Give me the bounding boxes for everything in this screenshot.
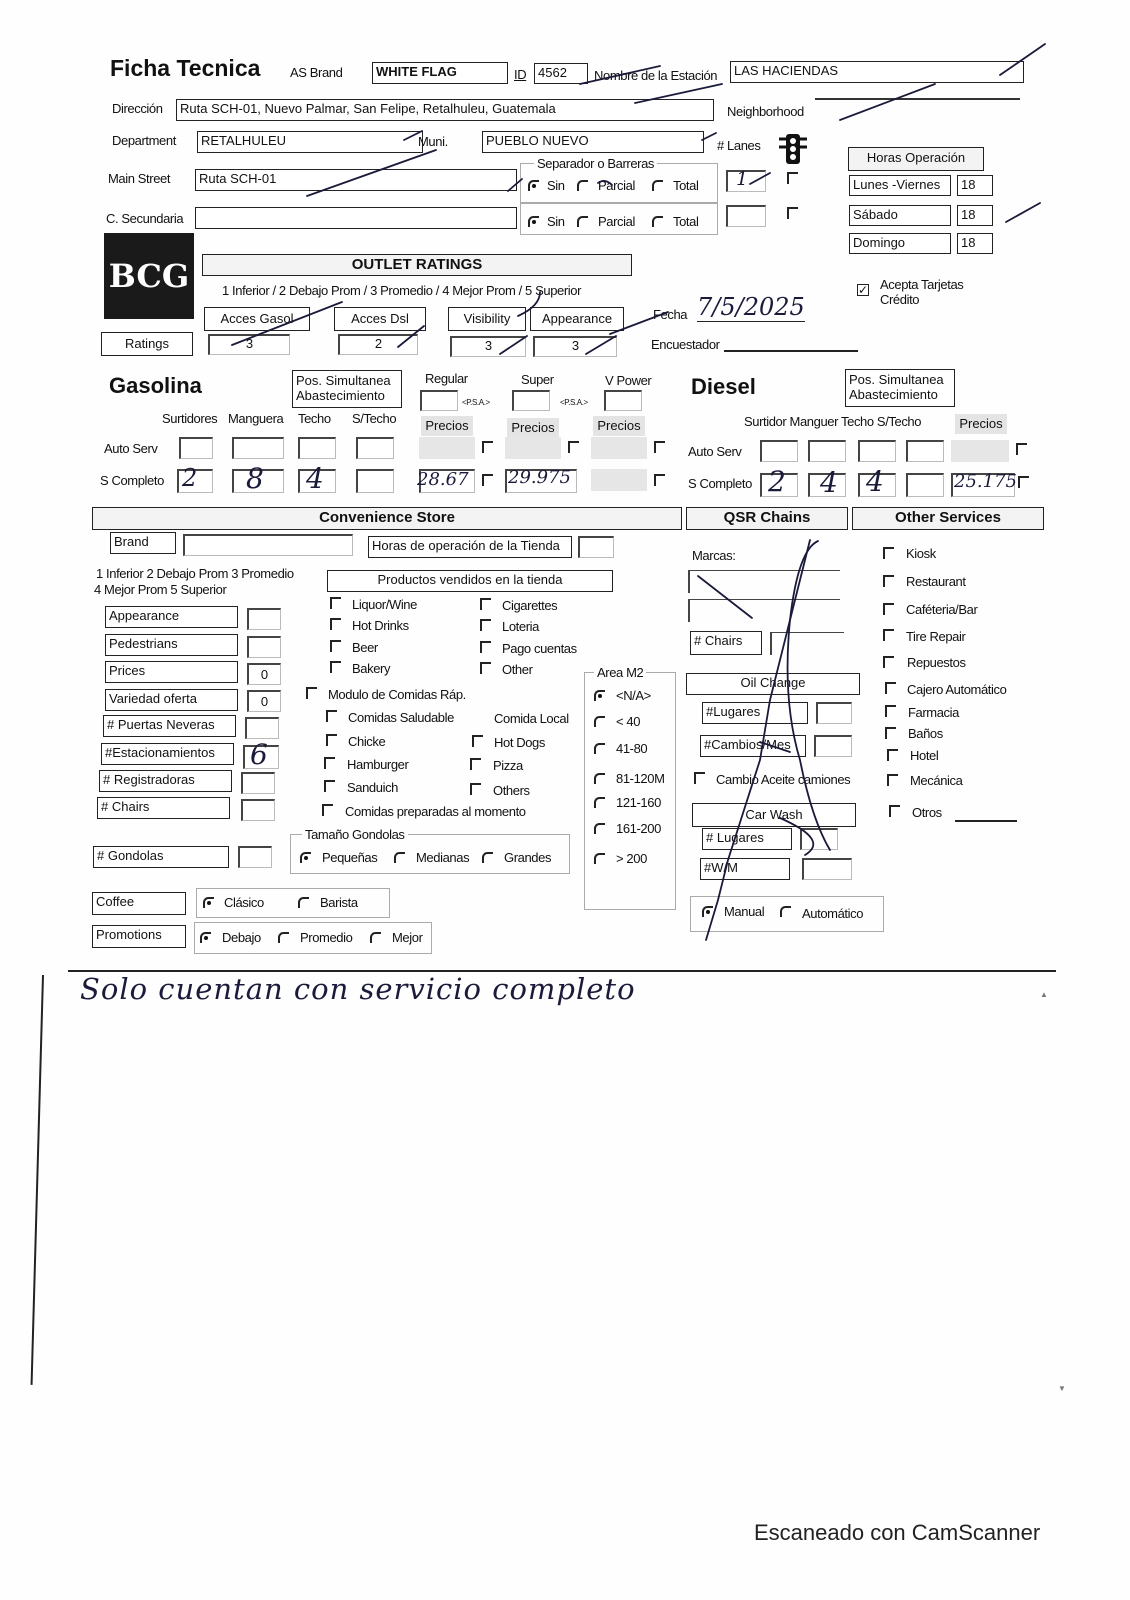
diesel-full-price-value: 25.175 [954,471,1017,492]
oil-change-title: Oil Change [686,673,860,695]
area-gt200-label: > 200 [616,851,647,866]
metric-parking-label: #Estacionamientos [101,743,234,765]
metric-parking-value: 6 [250,738,268,771]
sep-main-sin-label: Sin [547,178,565,193]
product-loteria-label: Loteria [502,619,539,634]
vpower-prices-header: Precios [593,416,645,436]
gas-auto-regular-price[interactable] [419,437,475,459]
scroll-down-icon[interactable]: ▼ [1058,1384,1066,1393]
service-atm-label: Cajero Automático [907,682,1007,697]
carwash-places-field[interactable] [800,828,838,850]
product-bakery-label: Bakery [352,661,391,676]
service-hotel-label: Hotel [910,748,939,763]
store-brand-label: Brand [110,532,176,554]
scroll-up-icon[interactable]: ▲ [1040,990,1048,999]
sunday-hours-field[interactable]: 18 [957,233,993,254]
credit-label: Crédito [880,292,920,307]
acces-dsl-rating[interactable]: 2 [338,334,418,355]
gas-pos-line1: Pos. Simultanea [296,373,391,388]
coffee-barista-label: Barista [320,895,358,910]
product-loteria-check[interactable] [480,619,491,631]
food-hotdogs-label: Hot Dogs [494,735,545,750]
department-field[interactable]: RETALHULEU [197,131,423,153]
outlet-ratings-title: OUTLET RATINGS [202,254,632,276]
promo-below-radio[interactable] [200,932,211,943]
camscanner-watermark: Escaneado con CamScanner [754,1520,1041,1545]
product-cigarettes-label: Cigarettes [502,598,558,613]
store-hours-field[interactable] [578,536,614,558]
area-121-160-radio[interactable] [594,797,605,808]
metric-appearance-label: Appearance [105,606,238,628]
metric-prices-field[interactable]: 0 [247,663,281,685]
service-kiosk-check[interactable] [883,547,894,559]
service-spare-parts-label: Repuestos [907,655,966,670]
secondary-street-field[interactable] [195,207,517,229]
address-field[interactable]: Ruta SCH-01, Nuevo Palmar, San Felipe, Retalhuleu, Guatemala [176,99,714,121]
gondola-large-radio[interactable] [482,852,493,863]
psa-label-2: <P.S.A.> [560,398,588,407]
metric-fridge-doors-label: # Puertas Neveras [103,715,236,737]
sep-sec-sin-label: Sin [547,214,565,229]
promotions-label: Promotions [92,925,186,948]
diesel-title: Diesel [691,374,756,399]
sep-sec-sin-radio[interactable] [528,216,539,227]
diesel-full-serv-label: S Completo [688,476,752,491]
saturday-hours-field[interactable]: 18 [957,205,993,226]
department-label: Department [112,133,176,148]
appearance-label: Appearance [530,307,624,331]
service-others-field[interactable] [955,820,1017,822]
address-label: Dirección [112,101,163,116]
wash-automatic-radio[interactable] [780,906,791,917]
visibility-rating[interactable]: 3 [450,336,526,357]
qsr-brands-label: Marcas: [692,548,736,563]
sep-main-parcial-radio[interactable] [577,180,588,191]
sep-main-parcial-label: Parcial [598,178,635,193]
area-gt200-radio[interactable] [594,853,605,864]
food-pizza-check[interactable] [470,758,481,770]
gas-auto-serv-label: Auto Serv [104,441,158,456]
service-tire-repair-check[interactable] [883,629,894,641]
product-beer-check[interactable] [330,640,341,652]
separator-label: Separador o Barreras [534,156,657,171]
food-pizza-label: Pizza [493,758,523,773]
promo-average-radio[interactable] [278,932,289,943]
metric-variety-label: Variedad oferta [105,689,238,711]
product-bakery-check[interactable] [330,661,341,673]
surveyor-label: Encuestador [651,337,720,352]
store-brand-field[interactable] [183,534,353,556]
notes-left-border [31,975,44,1385]
qsr-brand-field-1[interactable] [688,570,840,593]
food-sandwich-check[interactable] [324,780,335,792]
food-hamburger-check[interactable] [324,757,335,769]
convenience-store-title: Convenience Store [92,507,682,530]
service-restrooms-label: Baños [908,726,943,741]
lanes-secondary-checkbox[interactable] [787,207,798,219]
sep-sec-parcial-label: Parcial [598,214,635,229]
gas-auto-vpower-check[interactable] [654,441,665,453]
diesel-full-manguera-value: 4 [820,466,838,499]
gas-full-manguera-value: 8 [246,462,264,495]
super-prices-header: Precios [507,418,559,438]
diesel-auto-stecho[interactable] [906,440,944,462]
diesel-columns: Surtidor Manguer Techo S/Techo [744,414,922,429]
brand-label: AS Brand [290,65,343,80]
diesel-full-techo-value: 4 [866,465,884,498]
food-others-check[interactable] [470,783,481,795]
coffee-classic-radio[interactable] [203,897,214,908]
regular-psa-field[interactable] [420,390,458,411]
gas-pos-line2: Abastecimiento [296,388,385,403]
healthy-food-label: Comidas Saludable [348,710,454,725]
product-bill-pay-label: Pago cuentas [502,641,577,656]
psa-label-1: <P.S.A.> [462,398,490,407]
acces-gasol-label: Acces Gasol [204,307,310,331]
acces-gasol-rating[interactable]: 3 [208,334,290,355]
station-name-label: Nombre de la Estación [594,68,718,83]
service-pharmacy-label: Farmacia [908,705,959,720]
food-sandwich-label: Sanduich [347,780,399,795]
traffic-light-icon [778,133,808,165]
service-others-label: Otros [912,805,942,820]
gas-auto-regular-check[interactable] [482,441,493,453]
gas-simultaneous-pos-label [292,370,402,408]
service-others-check[interactable] [889,805,900,817]
oil-places-field[interactable] [816,702,852,724]
sep-sec-total-radio[interactable] [652,216,663,227]
local-food-label: Comida Local [494,711,569,726]
diesel-full-check[interactable] [1018,476,1029,488]
diesel-simultaneous-pos-label [845,369,955,407]
area-41-80-radio[interactable] [594,743,605,754]
date-value[interactable]: 7/5/2025 [697,293,805,321]
accepts-cards-label: Acepta Tarjetas [880,277,964,292]
oil-places-label: #Lugares [702,702,808,724]
healthy-food-check[interactable] [326,710,337,722]
ratings-row-label: Ratings [101,332,193,356]
product-hot-drinks-label: Hot Drinks [352,618,409,633]
muni-label: Muni. [418,134,448,149]
service-mechanic-label: Mecánica [910,773,963,788]
neighborhood-field[interactable] [815,98,1020,100]
qsr-chairs-label: # Chairs [690,631,762,655]
gas-auto-manguera[interactable] [232,437,284,459]
metric-appearance-field[interactable] [247,608,281,630]
hours-title: Horas Operación [848,147,984,171]
service-kiosk-label: Kiosk [906,546,936,561]
carwash-wm-field[interactable] [802,858,852,880]
weekdays-hours-field[interactable]: 18 [957,175,993,196]
super-psa-field[interactable] [512,390,550,411]
area-label: Area M2 [594,665,646,680]
product-cigarettes-check[interactable] [480,598,491,610]
lanes-label: # Lanes [717,138,761,153]
gas-full-stecho[interactable] [356,469,394,493]
diesel-auto-surtidor[interactable] [760,440,798,462]
service-spare-parts-check[interactable] [883,656,894,668]
area-161-200-label: 161-200 [616,821,661,836]
gondolas-label: # Gondolas [93,846,229,868]
product-liquor-check[interactable] [330,597,341,609]
gas-full-surtidores-value: 2 [182,464,198,492]
gas-full-vpower-check[interactable] [654,474,665,486]
metric-variety-field[interactable]: 0 [247,690,281,712]
notes-text[interactable]: Solo cuentan con servicio completo [80,972,636,1006]
truck-oil-change-check[interactable] [694,772,705,784]
metric-pedestrians-field[interactable] [247,636,281,658]
surveyor-field[interactable] [724,350,858,352]
coffee-classic-label: Clásico [224,895,264,910]
id-label: ID [514,67,527,82]
promo-better-radio[interactable] [370,932,381,943]
diesel-full-surtidor-value: 2 [768,465,786,498]
id-field[interactable]: 4562 [534,63,588,84]
fuel-regular-label: Regular [425,371,468,386]
metric-registers-label: # Registradoras [99,770,232,792]
gas-col-techo: Techo [298,411,331,426]
diesel-auto-check[interactable] [1016,443,1027,455]
accepts-cards-checkbox[interactable]: ✓ [858,283,869,297]
sep-main-sin-radio[interactable] [528,180,539,191]
gasoline-title: Gasolina [109,373,202,398]
oil-changes-field[interactable] [814,735,852,757]
store-scale-line2: 4 Mejor Prom 5 Superior [94,582,227,597]
carwash-wm-label: #W/M [700,858,790,880]
neighborhood-label: Neighborhood [727,104,804,119]
metric-pedestrians-label: Pedestrians [105,634,238,656]
qsr-brand-field-2[interactable] [688,599,840,622]
truck-oil-change-label: Cambio Aceite camiones [716,772,851,787]
vpower-psa-field[interactable] [604,390,642,411]
sep-sec-total-label: Total [673,214,699,229]
gas-auto-stecho[interactable] [356,437,394,459]
fast-food-module-label: Modulo de Comidas Ráp. [328,687,466,702]
product-bill-pay-check[interactable] [480,641,491,653]
regular-prices-header: Precios [421,416,473,436]
gas-full-vpower-price[interactable] [591,469,647,491]
sunday-label: Domingo [849,233,951,254]
area-na-label: <N/A> [616,688,651,703]
service-atm-check[interactable] [885,682,896,694]
gas-full-regular-check[interactable] [482,474,493,486]
gondola-medium-radio[interactable] [394,852,405,863]
service-cafeteria-check[interactable] [883,603,894,615]
service-restaurant-check[interactable] [883,575,894,587]
acces-dsl-label: Acces Dsl [334,307,426,331]
secondary-street-label: C. Secundaria [106,211,184,226]
gas-full-serv-label: S Completo [100,473,164,488]
lanes-main-value: 1 [736,168,749,190]
service-tire-repair-label: Tire Repair [906,629,966,644]
gas-auto-super-price[interactable] [505,437,561,459]
product-hot-drinks-check[interactable] [330,618,341,630]
wash-manual-radio[interactable] [702,906,713,917]
sep-main-total-radio[interactable] [652,180,663,191]
product-other-check[interactable] [480,662,491,674]
fast-food-module-check[interactable] [306,687,317,699]
diesel-auto-serv-label: Auto Serv [688,444,742,459]
gondola-size-label: Tamaño Gondolas [302,827,408,842]
other-services-title: Other Services [852,507,1044,530]
diesel-pos-line2: Abastecimiento [849,387,938,402]
gas-full-techo-value: 4 [306,462,324,495]
diesel-auto-manguera[interactable] [808,440,846,462]
product-liquor-label: Liquor/Wine [352,597,417,612]
gas-full-regular-price-value: 28.67 [417,469,469,490]
gas-col-surtidores: Surtidores [162,411,218,426]
metric-prices-label: Prices [105,661,238,683]
service-restrooms-check[interactable] [885,727,896,739]
wash-automatic-label: Automático [802,906,864,921]
area-161-200-radio[interactable] [594,823,605,834]
lanes-main-checkbox[interactable] [787,172,798,184]
service-restaurant-label: Restaurant [906,574,966,589]
service-hotel-check[interactable] [887,749,898,761]
food-chicken-label: Chicke [348,734,386,749]
visibility-label: Visibility [448,307,526,331]
diesel-pos-line1: Pos. Simultanea [849,372,944,387]
wash-manual-label: Manual [724,904,765,919]
food-others-label: Others [493,783,530,798]
area-121-160-label: 121-160 [616,795,661,810]
gas-auto-techo[interactable] [298,437,336,459]
ratings-scale: 1 Inferior / 2 Debajo Prom / 3 Promedio / 4 Mejor Prom / 5 Superior [222,283,582,298]
gas-col-stecho: S/Techo [352,411,397,426]
promo-average-label: Promedio [300,930,353,945]
gas-auto-vpower-price[interactable] [591,437,647,459]
metric-chairs-label: # Chairs [97,797,230,819]
area-lt40-label: < 40 [616,714,641,729]
service-mechanic-check[interactable] [887,774,898,786]
gondolas-field[interactable] [238,846,272,868]
service-pharmacy-check[interactable] [885,705,896,717]
diesel-auto-techo[interactable] [858,440,896,462]
area-group [584,672,676,910]
car-wash-title: Car Wash [692,803,856,827]
diesel-full-stecho[interactable] [906,473,944,497]
diesel-auto-price[interactable] [951,440,1009,462]
food-hamburger-label: Hamburger [347,757,409,772]
service-cafeteria-label: Caféteria/Bar [906,602,978,617]
area-81-120-label: 81-120M [616,771,665,786]
promo-better-label: Mejor [392,930,423,945]
area-na-radio[interactable] [594,690,605,701]
qsr-chairs-field[interactable] [770,632,844,655]
station-name-field[interactable]: LAS HACIENDAS [730,61,1024,83]
date-label: Fecha [653,307,688,322]
store-scale-line1: 1 Inferior 2 Debajo Prom 3 Promedio [96,566,294,581]
weekdays-label: Lunes -Viernes [849,175,951,196]
metric-chairs-field[interactable] [241,799,275,821]
sep-main-total-label: Total [673,178,699,193]
area-lt40-radio[interactable] [594,716,605,727]
gas-col-manguera: Manguera [228,411,284,426]
food-chicken-check[interactable] [326,734,337,746]
saturday-label: Sábado [849,205,951,226]
product-other-label: Other [502,662,533,677]
bcg-logo: BCG [104,233,194,319]
carwash-places-label: # Lugares [702,828,792,850]
products-sold-label: Productos vendidos en la tienda [327,570,613,592]
qsr-chains-title: QSR Chains [686,507,848,530]
area-81-120-radio[interactable] [594,773,605,784]
muni-field[interactable]: PUEBLO NUEVO [482,131,704,153]
store-hours-label: Horas de operación de la Tienda [368,536,572,558]
main-street-label: Main Street [108,171,171,186]
oil-changes-label: #Cambios/Mes [700,735,806,757]
brand-field[interactable]: WHITE FLAG [372,62,508,84]
metric-fridge-doors-field[interactable] [245,717,279,739]
food-prepared-check[interactable] [322,804,333,816]
fuel-super-label: Super [521,372,554,387]
appearance-rating[interactable]: 3 [533,336,617,357]
main-street-field[interactable]: Ruta SCH-01 [195,169,517,191]
food-prepared-label: Comidas preparadas al momento [345,804,526,819]
coffee-barista-radio[interactable] [298,897,309,908]
sep-sec-parcial-radio[interactable] [577,216,588,227]
form-title: Ficha Tecnica [110,55,261,81]
gas-auto-surtidores[interactable] [179,437,213,459]
coffee-label: Coffee [92,892,186,915]
food-hotdogs-check[interactable] [472,735,483,747]
gas-auto-super-check[interactable] [568,441,579,453]
lanes-secondary-field[interactable] [726,205,766,227]
diesel-prices-header: Precios [955,414,1007,434]
product-beer-label: Beer [352,640,378,655]
promo-below-label: Debajo [222,930,261,945]
gondola-medium-label: Medianas [416,850,470,865]
gondola-small-label: Pequeñas [322,850,378,865]
area-41-80-label: 41-80 [616,741,648,756]
gas-full-super-price-value: 29.975 [508,467,571,488]
fuel-vpower-label: V Power [605,373,652,388]
gondola-small-radio[interactable] [300,852,311,863]
metric-registers-field[interactable] [241,772,275,794]
gondola-large-label: Grandes [504,850,552,865]
